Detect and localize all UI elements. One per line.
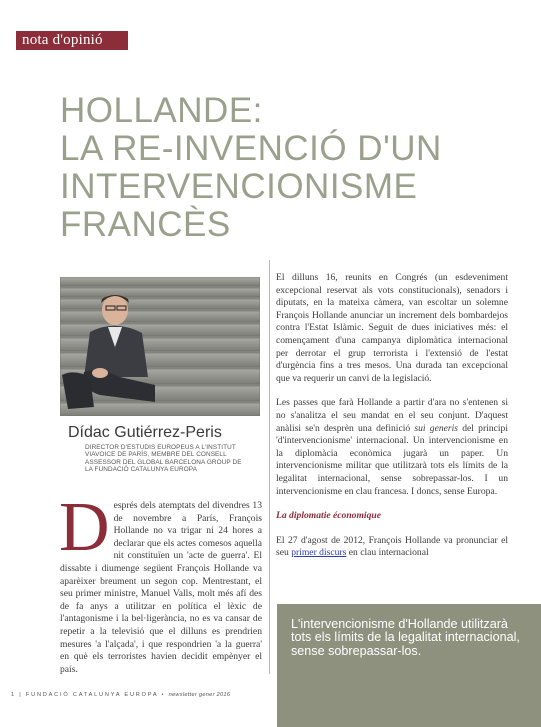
column-divider [269, 260, 270, 674]
primer-discurs-link[interactable]: primer discurs [291, 547, 347, 559]
author-role-line: DIRECTOR D'ESTUDIS EUROPEUS A L'INSTITUT [85, 444, 236, 451]
right-column [276, 272, 508, 572]
pull-quote-box [277, 604, 541, 727]
pull-quote: L'intervencionisme d'Hollande utilitzarà tots els límits de la legalitat internacional, sense sobrepassar-los. [291, 617, 520, 658]
paragraph-text: Les passes que farà Hollande a partir d'ara no s'entenen si no s'analitza el seu mandat en el seu conjunt. D'aquest anàlisi se'n desprèn una definició [276, 397, 508, 434]
paragraph-text: El 27 d'agost de 2012, François Hollande va pronunciar el seu [276, 534, 508, 559]
section-tag: nota d'opinió [16, 31, 128, 50]
emphasis-text: sui generis [414, 422, 459, 434]
left-column [59, 489, 262, 676]
author-photo-image [60, 277, 260, 416]
paragraph [276, 535, 508, 560]
page-number: 1 [11, 692, 16, 698]
title-line: INTERVENCIONISME [60, 167, 418, 206]
page-footer: 1 | FUNDACIÓ CATALUNYA EUROPA • newsletter gener 2016 [11, 692, 231, 698]
left-column-text: esprés dels atemptats del divendres 13 de novembre a París, François Hollande no va trigar ni 24 hores a declarar que els actes comesos aquella nit constituïen un 'acte de guerra'. El dissabte i diumenge següent François Hollande va aparèixer breument un segon cop. Mentrestant, el seu primer ministre, Manuel Valls, molt més afí des de fa anys a utilitzar en política el lèxic de l'antagonisme i la bel·ligerància, no es va cansar de repetir a la televisió que el dilluns es prendrien mesures 'a l'alçada', i que respondrien 'a la guerra' en què els terroristes havien decidit empènyer el país. [60, 500, 262, 675]
title-line: FRANCÈS [60, 205, 231, 244]
footer-issue: newsletter gener 2016 [168, 692, 231, 698]
paragraph: El dilluns 16, reunits en Congrés (un esdeveniment excepcional reservat als vots constitucionals), senadors i diputats, en la mateixa càmera, van escoltar un solemne François Hollande anunciar un increment dels bombardejos contra l'Estat Islàmic. Seguit de dues iniciatives més: el començament d'una campanya diplomàtica internacional per derrotar el grup terrorista i l'extensió de l'estat d'urgència fins a tres mesos. Una durada tan excepcional que va requerir un canvi de la legislació. [276, 272, 508, 384]
article-title [60, 92, 500, 244]
paragraph-text: del principi 'd'intervencionisme' internacional. Un intervencionisme en la diplomàcia econòmica jugarà un paper. Un intervencionisme militar que utilitzarà tots els límits de la legalitat internacional, sense sobrepassar-los. I un intervencionisme en clau francesa. I doncs, sense Europa. [276, 422, 509, 497]
author-photo [60, 277, 260, 416]
section-subheading: La diplomatie économique [276, 510, 381, 522]
author-name: Dídac Gutiérrez-Peris [68, 424, 222, 441]
author-role-line: LA FUNDACIÓ CATALUNYA EUROPA [85, 466, 198, 474]
paragraph [276, 397, 508, 498]
author-roles [85, 444, 270, 474]
drop-cap: D [59, 489, 110, 566]
title-line: HOLLANDE: [60, 91, 263, 130]
paragraph-text: en clau internacional [346, 547, 429, 559]
title-line: LA RE-INVENCIÓ D'UN [60, 129, 442, 168]
author-role-line: ASSESSOR DEL GLOBAL BARCELONA GROUP DE [85, 458, 242, 466]
author-role-line: VIAVOICE DE PARÍS, MEMBRE DEL CONSELL [85, 451, 227, 459]
footer-org: FUNDACIÓ CATALUNYA EUROPA [25, 692, 159, 698]
